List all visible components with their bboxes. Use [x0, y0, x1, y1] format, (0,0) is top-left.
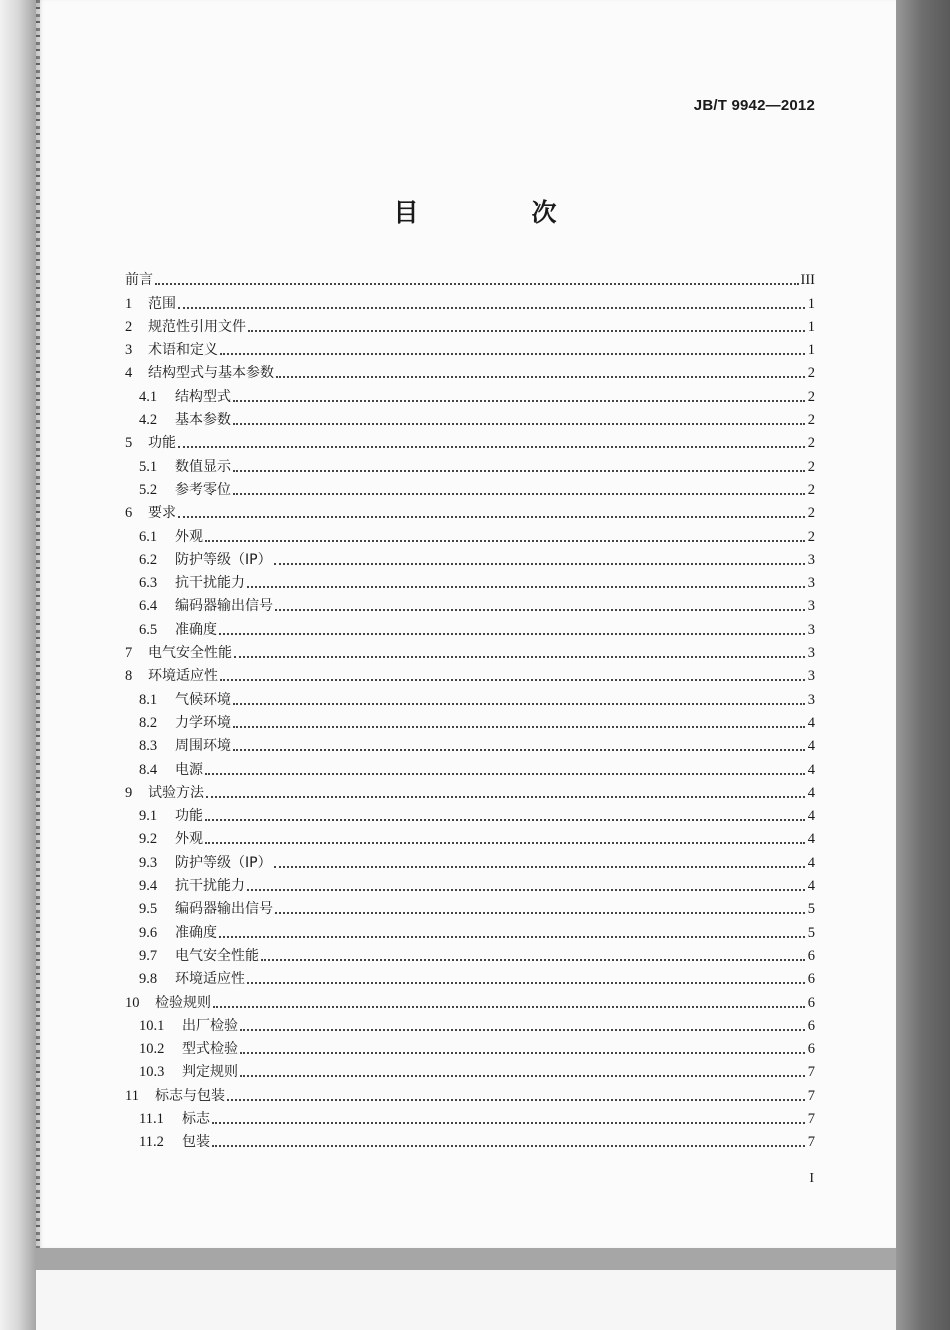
toc-entry[interactable] [125, 1128, 815, 1151]
toc-entry-number: 9.5 [139, 901, 158, 918]
toc-entry-label: 前言 [125, 272, 153, 289]
toc-entry-page: 1 [807, 342, 815, 359]
toc-entry[interactable] [125, 942, 815, 965]
toc-entry-label: 气候环境 [175, 691, 231, 708]
next-page-top [36, 1270, 896, 1330]
toc-entry[interactable] [125, 382, 815, 405]
toc-entry-label: 电气安全性能 [175, 947, 259, 964]
table-of-contents [125, 266, 815, 1151]
toc-entry-number: 11.1 [139, 1110, 164, 1127]
toc-entry-number: 8.1 [139, 691, 158, 708]
toc-entry-page: 6 [807, 947, 815, 964]
toc-entry-page: 2 [807, 481, 815, 498]
toc-leader-dots [227, 1099, 805, 1101]
toc-leader-dots [233, 703, 805, 705]
toc-entry-number: 8 [125, 668, 133, 685]
toc-leader-dots [212, 1145, 805, 1147]
toc-leader-dots [234, 656, 805, 658]
toc-entry-page: 1 [807, 295, 815, 312]
toc-leader-dots [240, 1052, 805, 1054]
toc-entry[interactable] [125, 802, 815, 825]
toc-entry[interactable] [125, 406, 815, 429]
toc-entry-label: 基本参数 [175, 412, 231, 429]
toc-entry-page: 6 [807, 1017, 815, 1034]
toc-entry[interactable] [125, 1058, 815, 1081]
toc-entry-number: 11 [125, 1087, 139, 1104]
toc-entry[interactable] [125, 825, 815, 848]
toc-entry-page: 4 [807, 738, 815, 755]
toc-entry-number: 6.4 [139, 598, 158, 615]
toc-entry-label: 判定规则 [182, 1064, 238, 1081]
toc-entry-page: 7 [807, 1087, 815, 1104]
toc-entry-page: 2 [807, 435, 815, 452]
page-number: I [809, 1171, 814, 1186]
toc-entry-label: 编码器输出信号 [175, 901, 273, 918]
toc-leader-dots [233, 423, 805, 425]
toc-entry[interactable] [125, 289, 815, 312]
toc-entry[interactable] [125, 522, 815, 545]
toc-entry[interactable] [125, 1035, 815, 1058]
toc-entry-label: 防护等级（IP） [175, 551, 272, 568]
toc-leader-dots [219, 936, 805, 938]
toc-entry-page: 2 [807, 412, 815, 429]
toc-entry[interactable] [125, 965, 815, 988]
toc-entry-label: 抗干扰能力 [175, 878, 245, 895]
toc-entry[interactable] [125, 848, 815, 871]
toc-entry-number: 1 [125, 295, 133, 312]
page-binding-edge [36, 0, 40, 1248]
toc-entry-page: 4 [807, 854, 815, 871]
toc-leader-dots [233, 726, 805, 728]
toc-leader-dots [275, 609, 805, 611]
toc-entry-page: III [800, 272, 815, 289]
toc-leader-dots [233, 470, 805, 472]
toc-leader-dots [240, 1075, 805, 1077]
toc-entry-page: 2 [807, 505, 815, 522]
toc-entry[interactable] [125, 779, 815, 802]
toc-entry-number: 9.3 [139, 854, 158, 871]
toc-entry-page: 3 [807, 621, 815, 638]
toc-leader-dots [205, 540, 805, 542]
toc-leader-dots [213, 1006, 805, 1008]
toc-entry-label: 结构型式与基本参数 [148, 365, 274, 382]
toc-entry[interactable] [125, 639, 815, 662]
toc-entry-number: 9.7 [139, 947, 158, 964]
toc-leader-dots [206, 796, 805, 798]
toc-entry-label: 外观 [175, 528, 203, 545]
toc-leader-dots [275, 912, 805, 914]
toc-entry-number: 9.6 [139, 924, 158, 941]
page-gap [36, 1248, 896, 1270]
toc-entry[interactable] [125, 1105, 815, 1128]
toc-entry[interactable] [125, 266, 815, 289]
toc-entry-label: 试验方法 [148, 784, 204, 801]
toc-entry-number: 4 [125, 365, 133, 382]
toc-entry-number: 4.1 [139, 388, 158, 405]
standard-code: JB/T 9942—2012 [693, 97, 815, 114]
toc-entry-page: 4 [807, 761, 815, 778]
toc-entry-page: 4 [807, 878, 815, 895]
toc-leader-dots [276, 376, 805, 378]
toc-entry-label: 包装 [182, 1134, 210, 1151]
toc-entry-label: 功能 [148, 435, 176, 452]
toc-entry-label: 外观 [175, 831, 203, 848]
toc-entry-page: 3 [807, 575, 815, 592]
toc-entry[interactable] [125, 1012, 815, 1035]
toc-entry-page: 3 [807, 668, 815, 685]
toc-leader-dots [233, 493, 805, 495]
toc-entry[interactable] [125, 1081, 815, 1104]
toc-entry[interactable] [125, 569, 815, 592]
toc-leader-dots [220, 679, 805, 681]
toc-entry[interactable] [125, 918, 815, 941]
toc-entry-number: 9.2 [139, 831, 158, 848]
toc-entry[interactable] [125, 988, 815, 1011]
toc-entry-page: 6 [807, 1041, 815, 1058]
toc-entry-label: 周围环境 [175, 738, 231, 755]
toc-entry-number: 10.2 [139, 1041, 165, 1058]
toc-entry-label: 抗干扰能力 [175, 575, 245, 592]
toc-entry-number: 6 [125, 505, 133, 522]
toc-entry[interactable] [125, 592, 815, 615]
toc-entry-label: 标志与包装 [155, 1087, 225, 1104]
toc-entry-page: 4 [807, 714, 815, 731]
toc-entry[interactable] [125, 546, 815, 569]
toc-entry-label: 电源 [175, 761, 203, 778]
toc-entry[interactable] [125, 662, 815, 685]
toc-entry[interactable] [125, 429, 815, 452]
toc-entry-page: 3 [807, 691, 815, 708]
toc-leader-dots [220, 353, 805, 355]
toc-entry-label: 标志 [182, 1110, 210, 1127]
toc-leader-dots [240, 1029, 805, 1031]
toc-leader-dots [205, 773, 805, 775]
toc-leader-dots [178, 516, 805, 518]
toc-entry-page: 1 [807, 318, 815, 335]
toc-entry-number: 5.2 [139, 481, 158, 498]
toc-entry[interactable] [125, 476, 815, 499]
toc-entry-number: 10 [125, 994, 140, 1011]
toc-entry-number: 11.2 [139, 1134, 164, 1151]
toc-entry-label: 电气安全性能 [148, 645, 232, 662]
toc-leader-dots [233, 749, 805, 751]
toc-entry-number: 6.2 [139, 551, 158, 568]
toc-entry-label: 规范性引用文件 [148, 318, 246, 335]
toc-entry-page: 2 [807, 458, 815, 475]
toc-leader-dots [205, 819, 805, 821]
toc-entry-page: 3 [807, 645, 815, 662]
toc-entry-label: 型式检验 [182, 1041, 238, 1058]
toc-entry-number: 9.8 [139, 971, 158, 988]
toc-leader-dots [212, 1122, 805, 1124]
toc-leader-dots [247, 586, 805, 588]
toc-entry-page: 2 [807, 388, 815, 405]
toc-entry-label: 环境适应性 [175, 971, 245, 988]
toc-entry-page: 4 [807, 831, 815, 848]
toc-leader-dots [155, 283, 799, 285]
toc-entry-label: 功能 [175, 808, 203, 825]
toc-entry-page: 7 [807, 1110, 815, 1127]
toc-entry-number: 4.2 [139, 412, 158, 429]
toc-entry-label: 结构型式 [175, 388, 231, 405]
toc-entry-label: 力学环境 [175, 714, 231, 731]
toc-entry-label: 出厂检验 [182, 1017, 238, 1034]
toc-entry-number: 9 [125, 784, 133, 801]
toc-entry-label: 准确度 [175, 621, 217, 638]
toc-entry[interactable] [125, 313, 815, 336]
toc-entry[interactable] [125, 615, 815, 638]
toc-entry-label: 环境适应性 [148, 668, 218, 685]
toc-entry-label: 参考零位 [175, 481, 231, 498]
toc-title: 目 次 [393, 198, 601, 227]
toc-entry-label: 防护等级（IP） [175, 854, 272, 871]
toc-leader-dots [219, 633, 805, 635]
toc-entry-number: 10.3 [139, 1064, 165, 1081]
toc-entry-label: 数值显示 [175, 458, 231, 475]
toc-entry-number: 9.1 [139, 808, 158, 825]
toc-entry-number: 8.4 [139, 761, 158, 778]
toc-entry-label: 编码器输出信号 [175, 598, 273, 615]
toc-entry-page: 5 [807, 901, 815, 918]
toc-entry-page: 7 [807, 1134, 815, 1151]
toc-leader-dots [248, 330, 805, 332]
toc-entry-number: 6.3 [139, 575, 158, 592]
toc-entry-number: 9.4 [139, 878, 158, 895]
toc-entry-number: 3 [125, 342, 133, 359]
toc-entry[interactable] [125, 499, 815, 522]
toc-leader-dots [247, 889, 805, 891]
toc-entry-page: 6 [807, 971, 815, 988]
toc-leader-dots [178, 307, 805, 309]
toc-entry-page: 4 [807, 808, 815, 825]
toc-entry[interactable] [125, 755, 815, 778]
toc-leader-dots [261, 959, 805, 961]
toc-entry-page: 6 [807, 994, 815, 1011]
toc-entry-page: 5 [807, 924, 815, 941]
toc-entry-page: 2 [807, 528, 815, 545]
toc-entry-number: 8.3 [139, 738, 158, 755]
toc-entry-label: 术语和定义 [148, 342, 218, 359]
toc-entry-page: 4 [807, 784, 815, 801]
toc-entry-number: 6.5 [139, 621, 158, 638]
toc-entry-number: 5 [125, 435, 133, 452]
toc-entry-number: 8.2 [139, 714, 158, 731]
toc-entry[interactable] [125, 336, 815, 359]
toc-entry-label: 检验规则 [155, 994, 211, 1011]
toc-entry-label: 范围 [148, 295, 176, 312]
toc-leader-dots [233, 400, 805, 402]
toc-entry-page: 2 [807, 365, 815, 382]
toc-entry[interactable] [125, 359, 815, 382]
toc-entry[interactable] [125, 452, 815, 475]
toc-entry[interactable] [125, 872, 815, 895]
toc-entry-number: 7 [125, 645, 133, 662]
toc-entry-number: 2 [125, 318, 133, 335]
toc-entry[interactable] [125, 709, 815, 732]
toc-entry[interactable] [125, 732, 815, 755]
toc-entry-page: 3 [807, 551, 815, 568]
toc-entry-number: 5.1 [139, 458, 158, 475]
toc-leader-dots [274, 563, 805, 565]
toc-entry-number: 6.1 [139, 528, 158, 545]
toc-leader-dots [274, 866, 805, 868]
toc-entry-number: 10.1 [139, 1017, 165, 1034]
toc-entry-label: 准确度 [175, 924, 217, 941]
toc-entry[interactable] [125, 895, 815, 918]
toc-entry-page: 7 [807, 1064, 815, 1081]
toc-entry-label: 要求 [148, 505, 176, 522]
toc-entry-page: 3 [807, 598, 815, 615]
toc-entry[interactable] [125, 685, 815, 708]
toc-leader-dots [247, 982, 805, 984]
toc-leader-dots [178, 446, 805, 448]
toc-leader-dots [205, 842, 805, 844]
